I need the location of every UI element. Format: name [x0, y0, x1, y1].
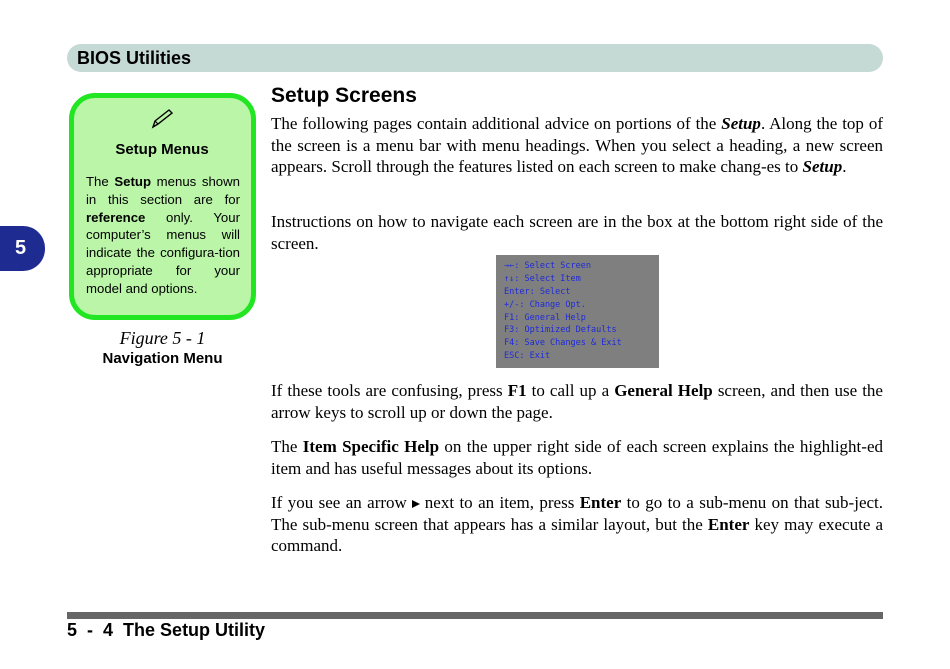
footer	[67, 620, 265, 641]
paragraph-item-help: The Item Specific Help on the upper right side of each screen explains the highlight-ed item and has useful messages about its options.	[271, 437, 883, 478]
nav-line-optimized-defaults: F3: Optimized Defaults	[504, 325, 617, 335]
note-body: The Setup menus shown in this section are for reference only. Your computer’s menus will indicate the configura-tion appropriate for your model and options.	[86, 174, 241, 296]
paragraph-instructions: Instructions on how to navigate each screen are in the box at the bottom right side of the screen.	[271, 212, 883, 253]
header-title: BIOS Utilities	[77, 48, 192, 68]
pencil-icon	[150, 108, 176, 130]
nav-line-save-exit: F4: Save Changes & Exit	[504, 338, 622, 348]
nav-line-enter: Enter: Select	[504, 287, 571, 297]
paragraph-intro: The following pages contain additional advice on portions of the Setup. Along the top of the screen is a menu bar with menu headings. When you select a heading, a new screen appears. Scroll through the features listed on each screen to make chang-es to Setup.	[271, 114, 883, 176]
paragraph-submenu: If you see an arrow next to an item, press Enter to go to a sub-menu on that sub-ject. The sub-menu screen that appears has a similar layout, but the Enter key may execute a command.	[271, 493, 884, 555]
footer-title: The Setup Utility	[123, 620, 266, 640]
footer-bar	[67, 612, 883, 619]
nav-line-select-item: ↑↓: Select Item	[504, 274, 581, 284]
nav-line-select-screen: →←: Select Screen	[504, 261, 592, 271]
section-title: Setup Screens	[271, 84, 417, 107]
paragraph-help: If these tools are confusing, press F1 to call up a General Help screen, and then use the arrow keys to scroll up or down the page.	[271, 381, 883, 422]
page-number: 5 - 4	[67, 620, 114, 640]
nav-line-change-opt: +/-: Change Opt.	[504, 300, 586, 310]
nav-line-general-help: F1: General Help	[504, 313, 586, 323]
figure-caption: Figure 5 - 1	[119, 328, 206, 348]
nav-line-esc: ESC: Exit	[504, 351, 551, 361]
note-title: Setup Menus	[115, 141, 209, 158]
chapter-tab: 5	[0, 226, 45, 271]
figure-name: Navigation Menu	[102, 350, 223, 367]
submenu-arrow-icon	[410, 498, 422, 510]
